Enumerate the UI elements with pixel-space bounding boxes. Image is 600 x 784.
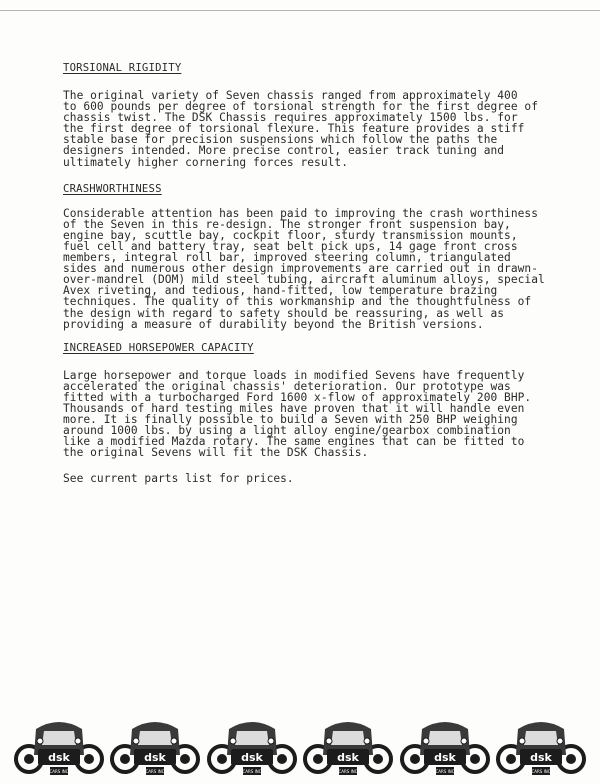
text-line: members, integral roll bar, improved steering column, triangulated [63, 251, 511, 265]
svg-text:dsk: dsk [48, 751, 70, 764]
svg-text:dsk: dsk [530, 751, 552, 764]
section-heading-crashworthiness: CRASHWORTHINESS [63, 182, 162, 195]
text-line: designers intended. More precise control, easier track tuning and [63, 144, 505, 158]
text-line: stable base for precision suspensions which follow the paths the [63, 133, 498, 147]
dsk-car-logo [303, 715, 393, 781]
text-line: of the Seven in this re-design. The stronger front suspension bay, [63, 217, 511, 231]
text-line: chassis twist. The DSK Chassis requires approximately 1500 lbs. for [63, 111, 518, 125]
text-line: providing a measure of durability beyond the British versions. [63, 317, 484, 331]
dsk-car-logo [110, 715, 200, 781]
text-line: ultimately higher cornering forces result. [63, 155, 348, 169]
text-line: fuel cell and battery tray, seat belt pick ups, 14 gage front cross [63, 239, 518, 253]
text-line: Large horsepower and torque loads in modified Sevens have frequently [63, 368, 525, 382]
text-line: techniques. The quality of this workmanship and the thoughtfulness of [63, 295, 532, 309]
svg-text:CARS INC: CARS INC [435, 769, 455, 774]
text-line: more. It is finally possible to build a Seven with 250 BHP weighing [63, 413, 518, 427]
svg-text:dsk: dsk [337, 751, 360, 764]
text-line: to 600 pounds per degree of torsional strength for the first degree of [63, 100, 538, 114]
svg-text:CARS INC: CARS INC [242, 769, 262, 774]
text-line: the design with regard to safety should be reassuring, as well as [63, 306, 505, 320]
section-heading-torsional-rigidity: TORSIONAL RIGIDITY [63, 62, 182, 74]
dsk-car-logo [14, 715, 104, 781]
text-line: Avex riveting, and tedious, hand-fitted, low temperature brazing [63, 284, 498, 298]
svg-text:dsk: dsk [240, 751, 263, 764]
text-line: See current parts list for prices. [63, 472, 294, 486]
svg-text:CARS INC: CARS INC [145, 769, 165, 774]
parts-list-note [63, 473, 563, 484]
text-line: over-mandrel (DOM) mild steel tubing, aircraft aluminum alloys, special [63, 273, 545, 287]
svg-text:dsk: dsk [144, 751, 167, 764]
svg-text:CARS INC: CARS INC [531, 769, 551, 774]
dsk-car-logo [400, 715, 490, 781]
text-line: Considerable attention has been paid to improving the crash worthiness [63, 206, 538, 220]
svg-text:CARS INC: CARS INC [338, 769, 358, 774]
section-paragraph-increased-horsepower [63, 370, 563, 459]
text-line: Thousands of hard testing miles have proven that it will handle even [63, 401, 525, 415]
section-heading-increased-horsepower-capacity: INCREASED HORSEPOWER CAPACITY [63, 341, 254, 354]
text-line: The original variety of Seven chassis ranged from approximately 400 [63, 89, 518, 102]
text-line: the first degree of torsional flexure. This feature provides a stiff [63, 122, 525, 136]
section-paragraph-crashworthiness [63, 208, 563, 330]
text-line: like a modified Mazda rotary. The same engines that can be fitted to [63, 435, 525, 449]
text-line: the original Sevens will fit the DSK Chassis. [63, 446, 369, 460]
text-line: accelerated the original chassis' deterioration. Our prototype was [63, 379, 511, 393]
text-line: engine bay, scuttle bay, cockpit floor, sturdy transmission mounts, [63, 228, 518, 242]
section-paragraph-torsional-rigidity [63, 90, 563, 168]
document-body [63, 56, 563, 485]
text-line: fitted with a turbocharged Ford 1600 x-flow of approximately 200 BHP. [63, 390, 532, 404]
top-border-rule [0, 10, 600, 11]
dsk-logo-strip [14, 715, 586, 781]
dsk-car-logo [207, 715, 297, 781]
dsk-car-logo [496, 715, 586, 781]
svg-text:dsk: dsk [433, 751, 456, 764]
text-line: sides and numerous other design improvements are carried out in drawn- [63, 262, 538, 276]
svg-text:CARS INC: CARS INC [49, 769, 69, 774]
text-line: around 1000 lbs. by using a light alloy engine/gearbox combination [63, 424, 511, 438]
